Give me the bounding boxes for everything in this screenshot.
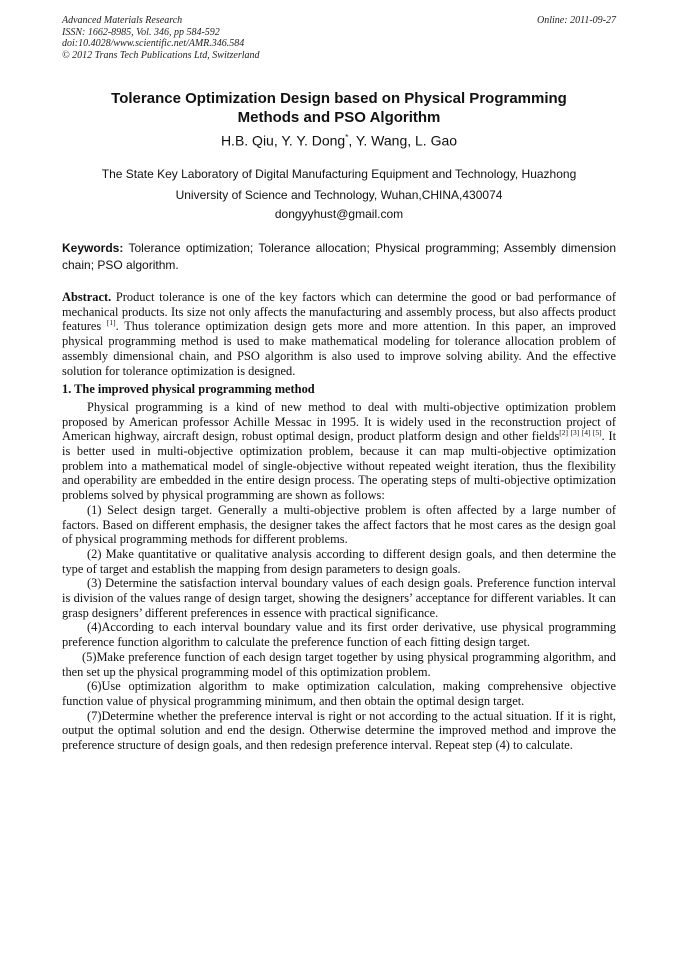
authors-first: H.B. Qiu, Y. Y. Dong (220, 132, 346, 149)
affiliation (62, 164, 616, 206)
abstract-label: Abstract. (62, 290, 112, 304)
step-3: (3) Determine the satisfaction interval boundary values of each design goals. Preference function interval is division of the values range of design target, showing the designers’ acceptance for different variables. It can grasp designers’ different preferences in essence with practical significance. (62, 576, 616, 620)
paragraph-text-a: Physical programming is a kind of new method to deal with multi-objective optimization problem proposed by American professor Achille Messac in 1995. It is widely used in the reconstruction project of American highway, aircraft design, robust optimal design, product platform design and other fields (62, 399, 616, 444)
paper-title (62, 89, 616, 127)
corresponding-mark: * (345, 133, 349, 142)
abstract-text-a: Product tolerance is one of the key factors which can determine the good or bad performance of mechanical products. Its size not only affects the manufacturing and assembly process, but also affects product features (62, 290, 616, 334)
journal-doi: doi:10.4028/www.scientific.net/AMR.346.584 (62, 38, 245, 49)
step-6: (6)Use optimization algorithm to make optimization calculation, making comprehensive objective function value of physical programming minimum, and then obtain the optimal design target. (62, 679, 616, 708)
online-date: Online: 2011-09-27 (537, 15, 616, 26)
title-line-2: Methods and PSO Algorithm (237, 109, 441, 126)
citation-refs: [2] [3] [4] [5] (559, 428, 602, 438)
journal-copyright: © 2012 Trans Tech Publications Ltd, Switzerland (62, 49, 260, 61)
journal-issn: ISSN: 1662-8985, Vol. 346, pp 584-592 (62, 26, 220, 38)
abstract-paragraph (62, 290, 616, 378)
step-4: (4)According to each interval boundary value and its first order derivative, use physical programming preference function algorithm to calculate the preference function of each fitting design target. (62, 620, 616, 650)
title-line-1: Tolerance Optimization Design based on Physical Programming (111, 90, 567, 107)
abstract-text-b: . Thus tolerance optimization design gets more and more attention. In this paper, an improved physical programming method is used to make mathematical modeling for tolerance allocation problem of assembly dimensional chain, and PSO algorithm is also used to improve solving ability. And the effective solution for tolerance optimization is designed. (62, 319, 616, 378)
body-paragraph (62, 400, 616, 503)
affiliation-line-2: University of Science and Technology, Wuhan,CHINA,430074 (175, 188, 503, 202)
paragraph-text-b: . It is better used in multi-objective optimization problem, because it can map multi-objective optimization problem into a mathematical model of single-objective without repeated weight iteration, thus the flexibility and operability are embedded in the entire design process. The operating steps of multi-objective optimization problems solved by physical programming are shown as follows: (62, 429, 617, 503)
step-5: (5)Make preference function of each design target together by using physical programming algorithm, and then set up the physical programming model of this optimization problem. (62, 649, 616, 679)
keywords-text: Tolerance optimization; Tolerance allocation; Physical programming; Assembly dimension chain; PSO algorithm. (62, 241, 616, 272)
step-7: (7)Determine whether the preference interval is right or not according to the actual situation. If it is right, output the optimal solution and end the design. Otherwise determine the improved method and improve the preference structure of design goals, and then redesign preference interval. Repeat step (4) to calculate. (62, 708, 616, 753)
body-text (62, 290, 616, 753)
journal-header (62, 15, 260, 61)
authors-rest: , Y. Wang, L. Gao (348, 132, 458, 149)
affiliation-line-1: The State Key Laboratory of Digital Manufacturing Equipment and Technology, Huazhong (101, 167, 577, 181)
section-heading: 1. The improved physical programming method (62, 382, 315, 397)
journal-name: Advanced Materials Research (62, 15, 183, 26)
author-email: dongyyhust@gmail.com (274, 207, 404, 221)
keywords (62, 240, 616, 273)
citation-ref: [1] (106, 318, 116, 328)
author-list (62, 129, 616, 150)
step-2: (2) Make quantitative or qualitative analysis according to different design goals, and then determine the type of target and establish the mapping from design parameters to design goals. (62, 546, 616, 576)
step-1: (1) Select design target. Generally a multi-objective problem is often affected by a large number of factors. Based on different emphasis, the designer takes the affect factors that he most cares as the design goal of physical programming methods for different problems. (62, 502, 616, 547)
keywords-label: Keywords: (62, 241, 124, 255)
